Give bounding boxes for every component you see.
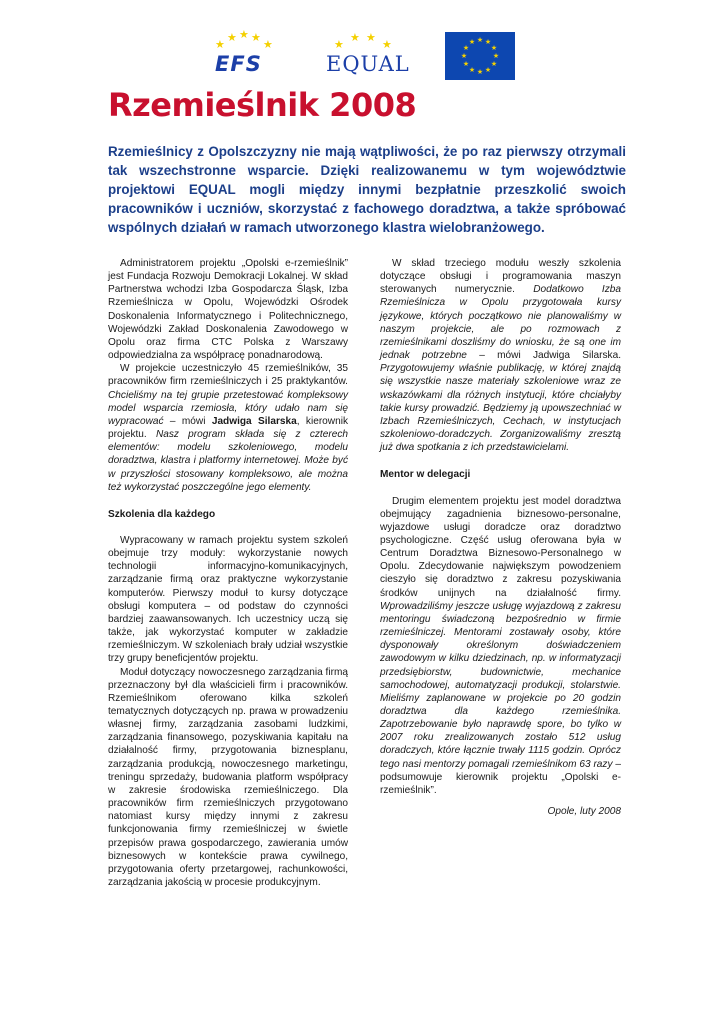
signature-line: Opole, luty 2008	[547, 806, 621, 818]
svg-text:★: ★	[382, 39, 392, 51]
svg-text:★: ★	[462, 45, 470, 52]
svg-text:★: ★	[462, 61, 470, 68]
eu-flag-icon	[445, 32, 515, 80]
section-heading: Szkolenia dla każdego	[108, 508, 216, 520]
efs-logo	[205, 30, 280, 85]
svg-text:★: ★	[215, 39, 225, 51]
section-heading: Mentor w delegacji	[380, 469, 471, 481]
efs-wordmark: EFS	[215, 52, 262, 76]
paragraph: Wypracowany w ramach projektu system szkoleń obejmuje trzy moduły: wykorzystanie nowych technologii informacyjno-komunikacyjnych, zarządzanie firmą oraz praktyczne wykorzystanie komputerów. Pierwszy moduł to kursy dotyczące obsługi komputera – od podstaw do czynności bardziej zaawansowanych. Ich uczestnicy uczą się także, jak wykorzystać komputer w zakładzie rzemieślniczym. W szkoleniach brały udział wszystkie trzy grupy beneficjentów projektu.	[108, 534, 348, 665]
svg-text:★: ★	[239, 30, 249, 41]
svg-text:★: ★	[460, 53, 468, 60]
svg-text:★: ★	[263, 39, 273, 51]
logo-bar	[200, 30, 530, 90]
paragraph: Drugim elementem projektu jest model doradztwa obejmujący zagadnienia biznesowo-personalne, wyjazdowe usługi doradcze oraz doradztwo psychologiczne. Część usług oferowana była w Centrum Doradztwa Biznesowo-Personalnego w Opolu. Zdecydowanie największym powodzeniem cieszyło się doradztwo z zakresu pozyskiwania środków unijnych na działalność firmy. Wprowadziliśmy jeszcze usługę wyjazdową z zakresu mentoringu świadczoną bezpośrednio w firmie rzemieślniczej. Mentorami zostawały osoby, które dysponowały określonym doświadczeniem zawodowym w kilku dziedzinach, np. w informatyzacji przedsiębiorstw, budownictwie, mechanice samochodowej, automatyzacji produkcji, stolarstwie. Mieliśmy zaplanowane w projekcie po 20 godzin doradztwa dla każdego rzemieślnika. Zapotrzebowanie było naprawdę spore, bo tylko w 2007 roku zrealizowanych zostało 512 usług doradczych, które łącznie trwały 1115 godzin. Oprócz tego nasi mentorzy pomagali rzemieślnikom 63 razy – podsumowuje kierownik projektu „Opolski e-rzemieślnik”.	[380, 495, 621, 796]
svg-text:★: ★	[366, 32, 376, 44]
equal-wordmark: EQUAL	[326, 52, 410, 76]
right-column	[380, 257, 621, 818]
svg-text:★: ★	[468, 39, 476, 46]
svg-text:★: ★	[334, 39, 344, 51]
svg-text:★: ★	[227, 32, 237, 44]
paragraph: Administratorem projektu „Opolski e-rzemieślnik” jest Fundacja Rozwoju Demokracji Lokalnej. W skład Partnerstwa wchodzi Izba Gospodarcza Śląsk, Izba Rzemieślnicza w Opolu, Wojewódzki Ośrodek Doskonalenia Informatycznego i Politechnicznego, Wojewódzki Zakład Doskonalenia Zawodowego w Opolu oraz firma CTC Polska z Warszawy odpowiedzialna za współpracę ponadnarodową.	[108, 258, 348, 362]
lead-paragraph: Rzemieślnicy z Opolszczyzny nie mają wątpliwości, że po raz pierwszy otrzymali tak wszechstronne wsparcie. Dzięki realizowanemu w tym województwie projektowi EQUAL mogli między innymi bezpłatnie przeszkolić swoich pracowników i uczniów, skorzystać z fachowego doradztwa, a także spróbować wspólnych działań w ramach utworzonego klastra wielobranżowego.	[108, 144, 626, 235]
paragraph: Moduł dotyczący nowoczesnego zarządzania firmą przeznaczony był dla właścicieli firm i pracowników. Rzemieślnikom oferowano kilka szkoleń tematycznych dotyczących np. prawa w prowadzeniu własnej firmy, zarządzania zasobami ludzkimi, zarządzania finansowego, pozyskiwania kapitału na działalność firmy, przygotowania biznesplanu, zarządzania produkcją, nowoczesnego marketingu, treningu sprzedaży, budowania platform współpracy w zakresie środowiska rzemieślniczego. Dla pracowników firm rzemieślniczych przygotowano natomiast kursy między innymi z zakresu funkcjonowania firmy rzemieślniczej w świetle przepisów prawa gospodarczego, zawierania umów biznesowych w kontekście prawa cywilnego, przygotowania oferty przetargowej, rachunkowości, zarządzania jakością w procesie produkcyjnym.	[108, 666, 348, 889]
svg-text:★: ★	[476, 37, 484, 44]
svg-text:★: ★	[490, 45, 498, 52]
svg-text:★: ★	[350, 32, 360, 44]
svg-text:★: ★	[468, 67, 476, 74]
paragraph: W skład trzeciego modułu weszły szkolenia dotyczące obsługi i programowania maszyn sterowanych numerycznie. Dodatkowo Izba Rzemieślnicza w Opolu przygotowała kursy językowe, których początkowo nie planowaliśmy w naszym projekcie, ale po rozmowach z rzemieślnikami doszliśmy do wniosku, że są one im jednak potrzebne – mówi Jadwiga Silarska. Przygotowujemy właśnie publikację, w której znajdą się wszystkie nasze materiały szkoleniowe wraz ze wskazówkami dla różnych instytucji, które chciałyby takie kursy prowadzić. Będziemy ją upowszechniać w Izbach Rzemieślniczych, Cechach, w instytucjach szkoleniowo-doradczych. Zorganizowaliśmy zresztą już dwa spotkania z ich przedstawicielami.	[380, 258, 622, 454]
equal-logo	[320, 30, 410, 85]
svg-text:★: ★	[484, 39, 492, 46]
person-name: Jadwiga Silarska	[211, 415, 297, 427]
paragraph: W projekcie uczestniczyło 45 rzemieślników, 35 pracowników firm rzemieślniczych i 25 praktykantów. Chcieliśmy na tej grupie przetestować kompleksowy model wsparcia rzemiosła, który udało nam się wypracować – mówi Jadwiga Silarska, kierownik projektu. Nasz program składa się z czterech elementów: modelu szkoleniowego, modelu doradztwa, klastra i platformy internetowej. Może być w przyszłości stosowany kompleksowo, ale można też wykorzystać poszczególne jego elementy.	[108, 363, 348, 493]
svg-text:★: ★	[492, 53, 500, 60]
svg-text:★: ★	[476, 69, 484, 76]
svg-text:★: ★	[490, 61, 498, 68]
page-title: Rzemieślnik 2008	[108, 86, 417, 124]
left-column	[108, 257, 348, 889]
svg-text:★: ★	[484, 67, 492, 74]
svg-text:★: ★	[251, 32, 261, 44]
